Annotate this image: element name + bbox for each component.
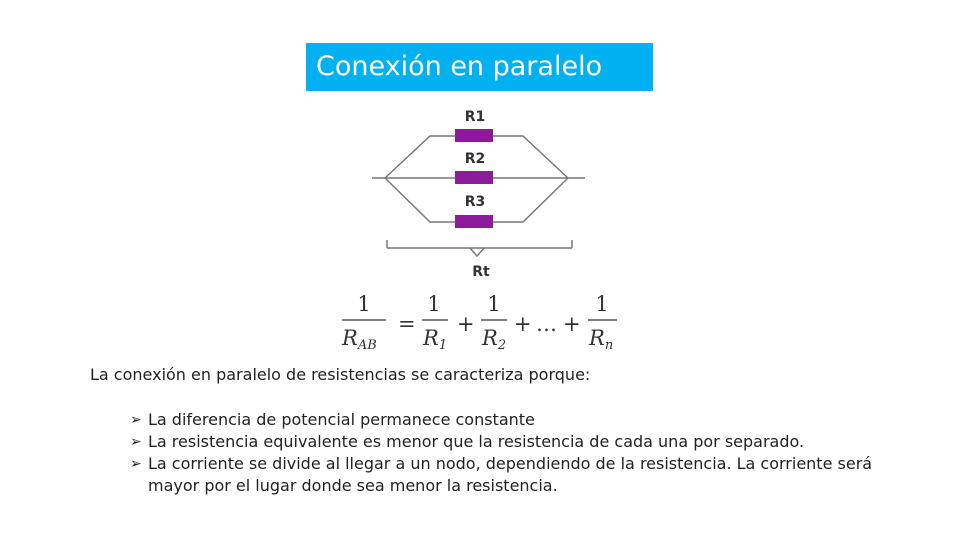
label-r2: R2	[464, 151, 486, 167]
bullet-list	[130, 409, 890, 497]
arrow-bullet-icon: ➢	[130, 456, 142, 472]
bullet-text: La resistencia equivalente es menor que la resistencia de cada una por separado.	[148, 432, 805, 451]
bullet-text: La corriente se divide al llegar a un nodo, dependiendo de la resistencia. La corriente será mayor por el lugar donde sea menor la resistencia.	[148, 454, 873, 495]
label-rt: Rt	[472, 264, 490, 280]
arrow-bullet-icon: ➢	[130, 412, 142, 428]
list-item	[130, 409, 890, 431]
term2-numerator: 1	[487, 292, 501, 316]
arrow-bullet-icon: ➢	[130, 434, 142, 450]
equals-sign: =	[398, 312, 416, 336]
term1-numerator: 1	[427, 292, 441, 316]
list-item	[130, 453, 890, 497]
label-r1: R1	[464, 109, 486, 125]
term1-denominator: R1	[423, 326, 448, 353]
plus-sign-1: +	[457, 312, 475, 336]
termn-numerator: 1	[595, 292, 609, 316]
label-r3: R3	[464, 194, 486, 210]
lhs-denominator: RAB	[342, 326, 377, 353]
slide-title: Conexión en paralelo	[306, 43, 653, 91]
plus-sign-2: +	[514, 312, 532, 336]
ellipsis: …	[536, 312, 557, 336]
plus-sign-3: +	[563, 312, 581, 336]
lhs-numerator: 1	[357, 292, 371, 316]
bullet-text: La diferencia de potencial permanece constante	[148, 410, 535, 429]
intro-text: La conexión en paralelo de resistencias se caracteriza porque:	[90, 365, 591, 384]
list-item	[130, 431, 890, 453]
termn-denominator: Rn	[589, 326, 614, 353]
term2-denominator: R2	[482, 326, 507, 353]
